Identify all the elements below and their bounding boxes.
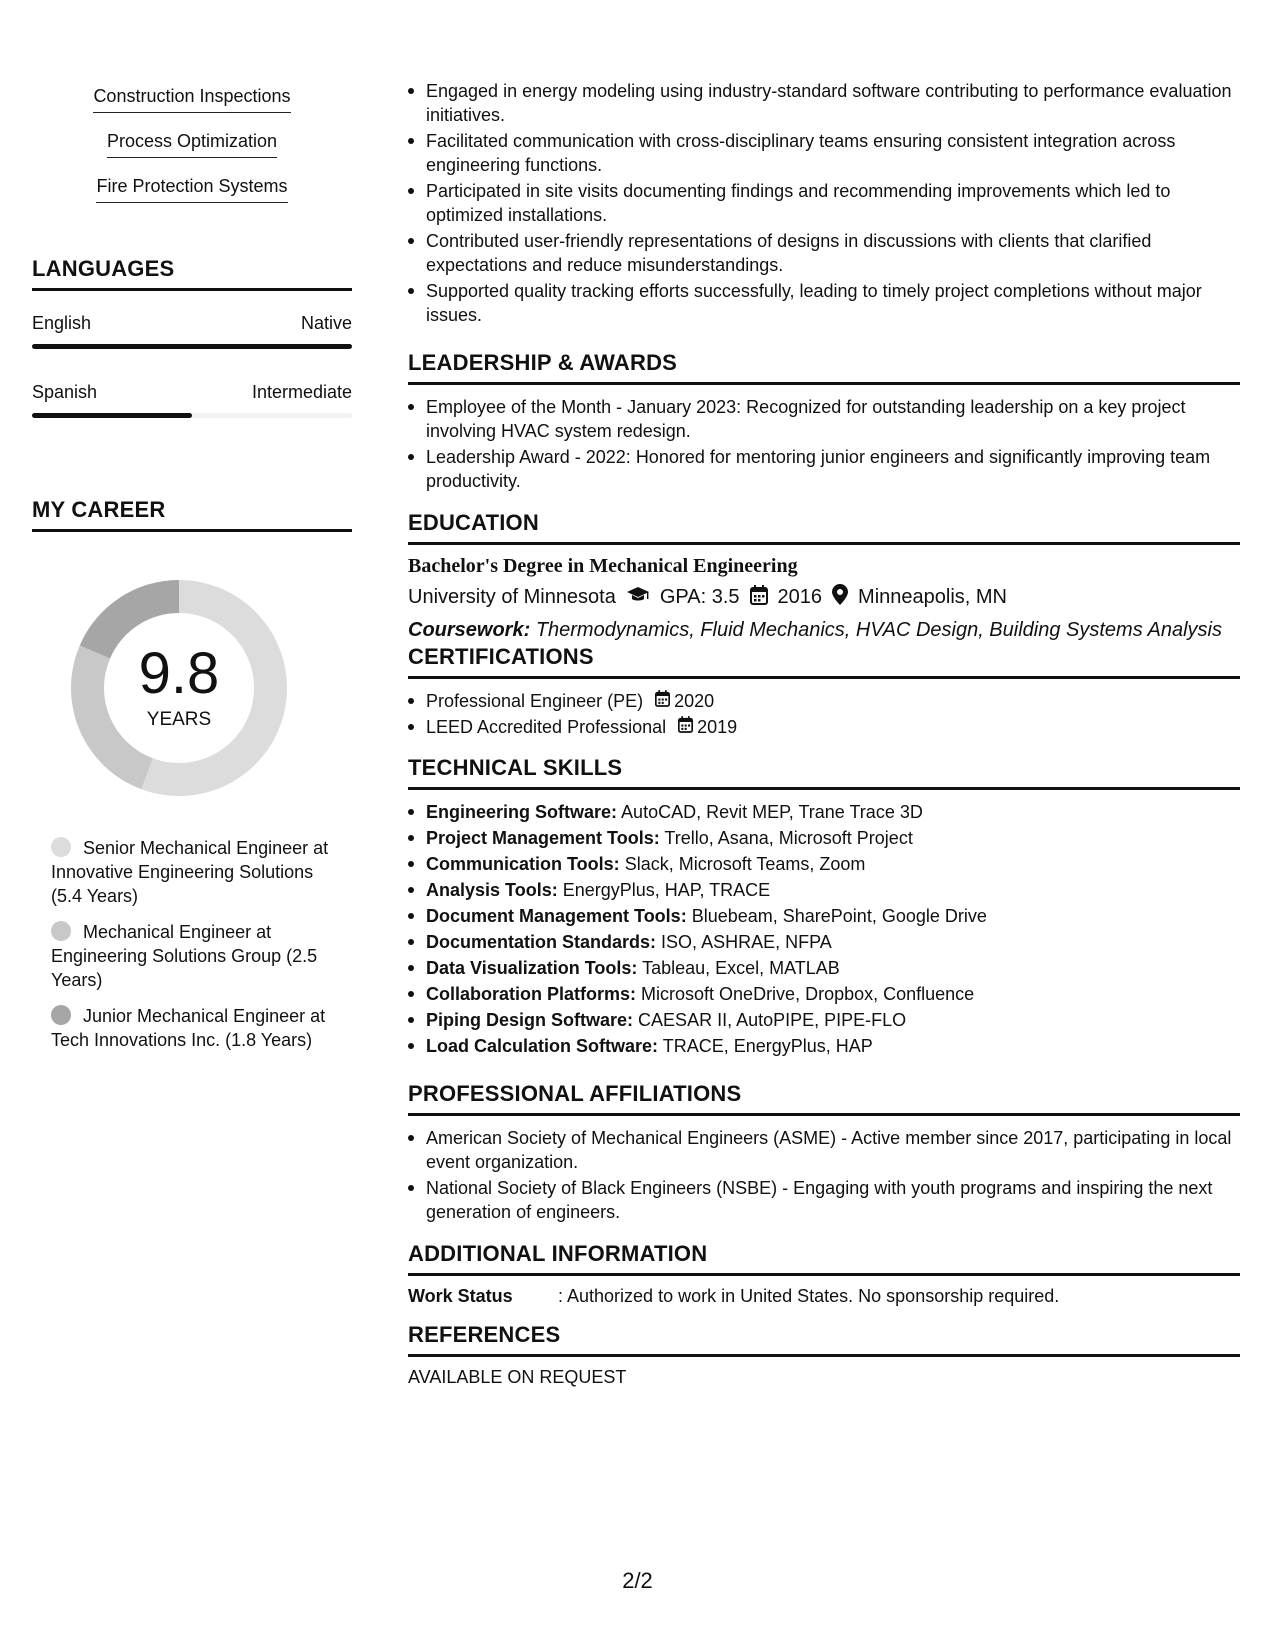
language-row bbox=[32, 382, 352, 418]
references-text: AVAILABLE ON REQUEST bbox=[408, 1367, 627, 1388]
affiliations-section bbox=[408, 1081, 1240, 1226]
coursework-label: Coursework: bbox=[408, 619, 531, 642]
tech-skill-label: Document Management Tools: bbox=[426, 906, 687, 927]
skill-tag: Construction Inspections bbox=[93, 86, 290, 113]
tech-skill-value: Trello, Asana, Microsoft Project bbox=[664, 828, 913, 849]
coursework bbox=[408, 619, 1240, 642]
tech-skill-item bbox=[408, 982, 1240, 1006]
tech-skill-label: Collaboration Platforms: bbox=[426, 984, 637, 1005]
tech-skill-label: Piping Design Software: bbox=[426, 1010, 634, 1031]
affiliations-heading: PROFESSIONAL AFFILIATIONS bbox=[408, 1081, 1240, 1116]
experience-bullet: Contributed user-friendly representations of designs in discussions with clients that clarified expectations and reduce misunderstandings. bbox=[408, 229, 1240, 277]
certifications-section bbox=[408, 644, 1240, 741]
language-proficiency-fill bbox=[32, 413, 192, 418]
tech-skill-item bbox=[408, 826, 1240, 850]
work-status-row bbox=[408, 1286, 1240, 1307]
work-status-value: : Authorized to work in United States. No sponsorship required. bbox=[558, 1286, 1060, 1307]
coursework-list: Thermodynamics, Fluid Mechanics, HVAC Design, Building Systems Analysis bbox=[535, 619, 1222, 642]
language-proficiency-bar bbox=[32, 413, 352, 418]
tech-skill-item bbox=[408, 956, 1240, 980]
tech-skill-value: CAESAR II, AutoPIPE, PIPE-FLO bbox=[638, 1010, 907, 1031]
tech-skill-value: Tableau, Excel, MATLAB bbox=[642, 958, 840, 979]
affiliation-item: National Society of Black Engineers (NSBE) - Engaging with youth programs and inspiring the next generation of engineers. bbox=[408, 1176, 1240, 1224]
education-section bbox=[408, 510, 1240, 642]
gpa: GPA: 3.5 bbox=[659, 586, 740, 609]
calendar-icon bbox=[750, 585, 768, 611]
school-name: University of Minnesota bbox=[408, 586, 616, 609]
additional-info-section bbox=[408, 1241, 1240, 1307]
tech-skill-label: Analysis Tools: bbox=[426, 880, 558, 901]
technical-skills-section bbox=[408, 755, 1240, 1060]
references-section bbox=[408, 1322, 1240, 1388]
tech-skill-item bbox=[408, 1034, 1240, 1058]
tech-skill-item bbox=[408, 930, 1240, 954]
leadership-heading: LEADERSHIP & AWARDS bbox=[408, 350, 1240, 385]
location-pin-icon bbox=[832, 584, 848, 611]
experience-bullet: Supported quality tracking efforts successfully, leading to timely project completions without major issues. bbox=[408, 279, 1240, 327]
graduation-cap-icon bbox=[626, 586, 650, 610]
school-location: Minneapolis, MN bbox=[858, 586, 1007, 609]
certification-year: 2019 bbox=[697, 717, 738, 738]
language-name: Spanish bbox=[32, 382, 98, 402]
skill-tag: Process Optimization bbox=[107, 131, 277, 158]
career-years-label: YEARS bbox=[146, 709, 212, 730]
skill-tag: Fire Protection Systems bbox=[96, 176, 287, 203]
certification-year: 2020 bbox=[674, 691, 715, 712]
experience-bullets bbox=[408, 79, 1240, 329]
career-heading: MY CAREER bbox=[32, 497, 352, 532]
experience-bullet: Facilitated communication with cross-disciplinary teams ensuring consistent integration across engineering functions. bbox=[408, 129, 1240, 177]
calendar-icon bbox=[655, 689, 670, 713]
tech-skill-item bbox=[408, 878, 1240, 902]
career-donut-chart bbox=[64, 573, 294, 803]
legend-dot bbox=[51, 921, 71, 941]
award-item: Employee of the Month - January 2023: Recognized for outstanding leadership on a key project involving HVAC system redesign. bbox=[408, 395, 1240, 443]
tech-skill-item bbox=[408, 1008, 1240, 1032]
technical-skills-heading: TECHNICAL SKILLS bbox=[408, 755, 1240, 790]
tech-skill-value: Slack, Microsoft Teams, Zoom bbox=[624, 854, 866, 875]
tech-skill-item bbox=[408, 800, 1240, 824]
tech-skill-label: Engineering Software: bbox=[426, 802, 618, 823]
tech-skill-label: Load Calculation Software: bbox=[426, 1036, 659, 1057]
education-heading: EDUCATION bbox=[408, 510, 1240, 545]
career-role-text: Senior Mechanical Engineer at Innovative Engineering Solutions (5.4 Years) bbox=[51, 838, 329, 906]
language-level: Intermediate bbox=[251, 382, 352, 402]
career-legend bbox=[51, 836, 331, 1064]
leadership-section bbox=[408, 350, 1240, 495]
career-legend-item bbox=[51, 836, 331, 908]
language-proficiency-bar bbox=[32, 344, 352, 349]
work-status-label: Work Status bbox=[408, 1286, 513, 1307]
career-total-years: 9.8 bbox=[138, 641, 220, 706]
tech-skill-value: Microsoft OneDrive, Dropbox, Confluence bbox=[641, 984, 975, 1005]
experience-bullet: Engaged in energy modeling using industry-standard software contributing to performance evaluation initiatives. bbox=[408, 79, 1240, 127]
tech-skill-value: EnergyPlus, HAP, TRACE bbox=[562, 880, 771, 901]
graduation-year: 2016 bbox=[777, 586, 823, 609]
language-name: English bbox=[32, 313, 92, 333]
tech-skill-value: TRACE, EnergyPlus, HAP bbox=[662, 1036, 873, 1057]
tech-skill-item bbox=[408, 904, 1240, 928]
tech-skill-label: Documentation Standards: bbox=[426, 932, 657, 953]
affiliation-item: American Society of Mechanical Engineers (ASME) - Active member since 2017, participating in local event organization. bbox=[408, 1126, 1240, 1174]
language-level: Native bbox=[300, 313, 352, 333]
tech-skill-item bbox=[408, 852, 1240, 876]
calendar-icon bbox=[678, 715, 693, 739]
legend-dot bbox=[51, 1005, 71, 1025]
references-heading: REFERENCES bbox=[408, 1322, 1240, 1357]
legend-dot bbox=[51, 837, 71, 857]
skill-tags bbox=[32, 86, 352, 221]
certification-name: LEED Accredited Professional bbox=[426, 717, 667, 738]
education-meta bbox=[408, 584, 1240, 611]
certification-name: Professional Engineer (PE) bbox=[426, 691, 644, 712]
tech-skill-value: AutoCAD, Revit MEP, Trane Trace 3D bbox=[621, 802, 923, 823]
career-legend-item bbox=[51, 920, 331, 992]
certifications-heading: CERTIFICATIONS bbox=[408, 644, 1240, 679]
degree-title: Bachelor's Degree in Mechanical Engineering bbox=[408, 555, 798, 578]
certification-item bbox=[408, 689, 1240, 713]
tech-skill-label: Project Management Tools: bbox=[426, 828, 660, 849]
award-item: Leadership Award - 2022: Honored for mentoring junior engineers and significantly improving team productivity. bbox=[408, 445, 1240, 493]
certification-item bbox=[408, 715, 1240, 739]
additional-info-heading: ADDITIONAL INFORMATION bbox=[408, 1241, 1240, 1276]
tech-skill-value: Bluebeam, SharePoint, Google Drive bbox=[691, 906, 987, 927]
tech-skill-label: Data Visualization Tools: bbox=[426, 958, 638, 979]
tech-skill-label: Communication Tools: bbox=[426, 854, 620, 875]
page-number: 2/2 bbox=[622, 1568, 653, 1593]
career-legend-item bbox=[51, 1004, 331, 1052]
language-proficiency-fill bbox=[32, 344, 352, 349]
language-row bbox=[32, 313, 352, 349]
experience-bullet: Participated in site visits documenting findings and recommending improvements which led to optimized installations. bbox=[408, 179, 1240, 227]
languages-heading: LANGUAGES bbox=[32, 256, 352, 291]
tech-skill-value: ISO, ASHRAE, NFPA bbox=[661, 932, 832, 953]
career-role-text: Mechanical Engineer at Engineering Solutions Group (2.5 Years) bbox=[51, 922, 318, 990]
career-role-text: Junior Mechanical Engineer at Tech Innovations Inc. (1.8 Years) bbox=[51, 1006, 326, 1050]
